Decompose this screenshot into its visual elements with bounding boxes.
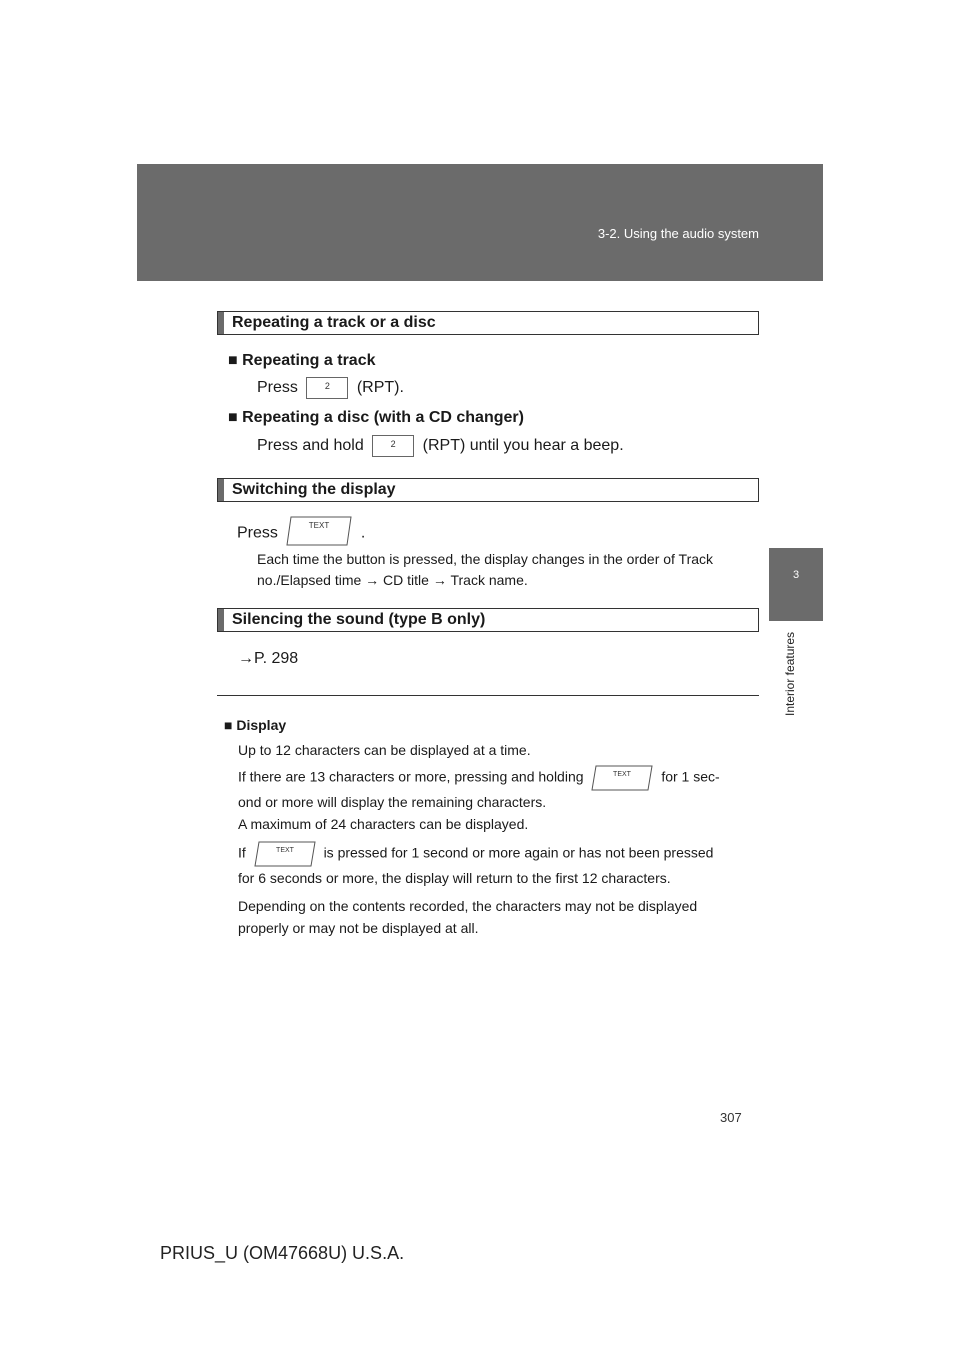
notes-line4a: If xyxy=(238,844,246,861)
divider xyxy=(217,695,759,696)
header-band xyxy=(137,164,823,281)
section-header-display xyxy=(217,478,759,502)
notes-line2b: for 1 sec- xyxy=(661,768,720,785)
section-title-silence: Silencing the sound (type B only) xyxy=(232,611,486,628)
notes-line5a: Depending on the contents recorded, the characters may not be displayed xyxy=(238,898,698,914)
press-label: Press xyxy=(237,524,278,542)
instruction-repeat-disc xyxy=(257,435,624,457)
instruction-repeat-track xyxy=(257,377,404,399)
section-title-repeat: Repeating a track or a disc xyxy=(232,314,436,331)
text-button-icon xyxy=(254,841,316,867)
section-bar xyxy=(218,312,224,334)
rpt-label: (RPT). xyxy=(356,379,404,397)
section-title: 3-2. Using the audio system xyxy=(597,226,759,241)
display-notes xyxy=(224,714,754,939)
instruction-switch-display xyxy=(237,516,365,551)
section-header-repeat xyxy=(217,311,759,335)
period: . xyxy=(360,524,366,542)
preset-2-button-icon xyxy=(372,435,414,457)
notes-line3: A maximum of 24 characters can be displayed. xyxy=(238,816,529,832)
display-desc-line2: no./Elapsed time → CD title → Track name. xyxy=(257,572,528,588)
chapter-tab xyxy=(769,548,823,621)
section-header-silence xyxy=(217,608,759,632)
notes-line4b: is pressed for 1 second or more again or has not been pressed xyxy=(323,844,714,861)
model-code: PRIUS_U (OM47668U) U.S.A. xyxy=(160,1243,405,1263)
section-title-display: Switching the display xyxy=(232,481,396,498)
notes-line4c: for 6 seconds or more, the display will return to the first 12 characters. xyxy=(238,870,671,886)
section-bar xyxy=(218,609,224,631)
notes-line2a: If there are 13 characters or more, pressing and holding xyxy=(238,768,584,785)
preset-2-button-icon xyxy=(306,377,348,399)
section-bar xyxy=(218,479,224,501)
chapter-label: Interior features xyxy=(783,632,797,717)
subheading-repeat-track: ■ Repeating a track xyxy=(228,352,376,369)
notes-heading: ■ Display xyxy=(224,717,287,733)
text-button-icon xyxy=(286,516,352,551)
subheading-repeat-disc: ■ Repeating a disc (with a CD changer) xyxy=(228,409,524,426)
press-label: Press xyxy=(257,379,298,397)
notes-line2c: ond or more will display the remaining characters. xyxy=(238,794,547,810)
notes-line5b: properly or may not be displayed at all. xyxy=(238,920,479,936)
notes-line2 xyxy=(224,765,754,791)
rpt-hold-label: (RPT) until you hear a beep. xyxy=(422,437,624,455)
chapter-number: 3 xyxy=(792,569,800,581)
text-button-label: TEXT xyxy=(309,521,330,530)
text-button-label: TEXT xyxy=(275,847,294,854)
preset-number: 2 xyxy=(324,381,330,391)
text-button-icon xyxy=(591,765,653,791)
preset-number: 2 xyxy=(390,439,396,449)
text-button-label: TEXT xyxy=(613,771,632,778)
display-desc-line1: Each time the button is pressed, the display changes in the order of Track xyxy=(257,551,714,567)
page-reference: →P. 298 xyxy=(238,650,299,667)
notes-line4 xyxy=(224,841,754,867)
page-number: 307 xyxy=(720,1110,742,1125)
press-hold-label: Press and hold xyxy=(257,437,364,455)
notes-line1: Up to 12 characters can be displayed at a time. xyxy=(238,742,531,758)
